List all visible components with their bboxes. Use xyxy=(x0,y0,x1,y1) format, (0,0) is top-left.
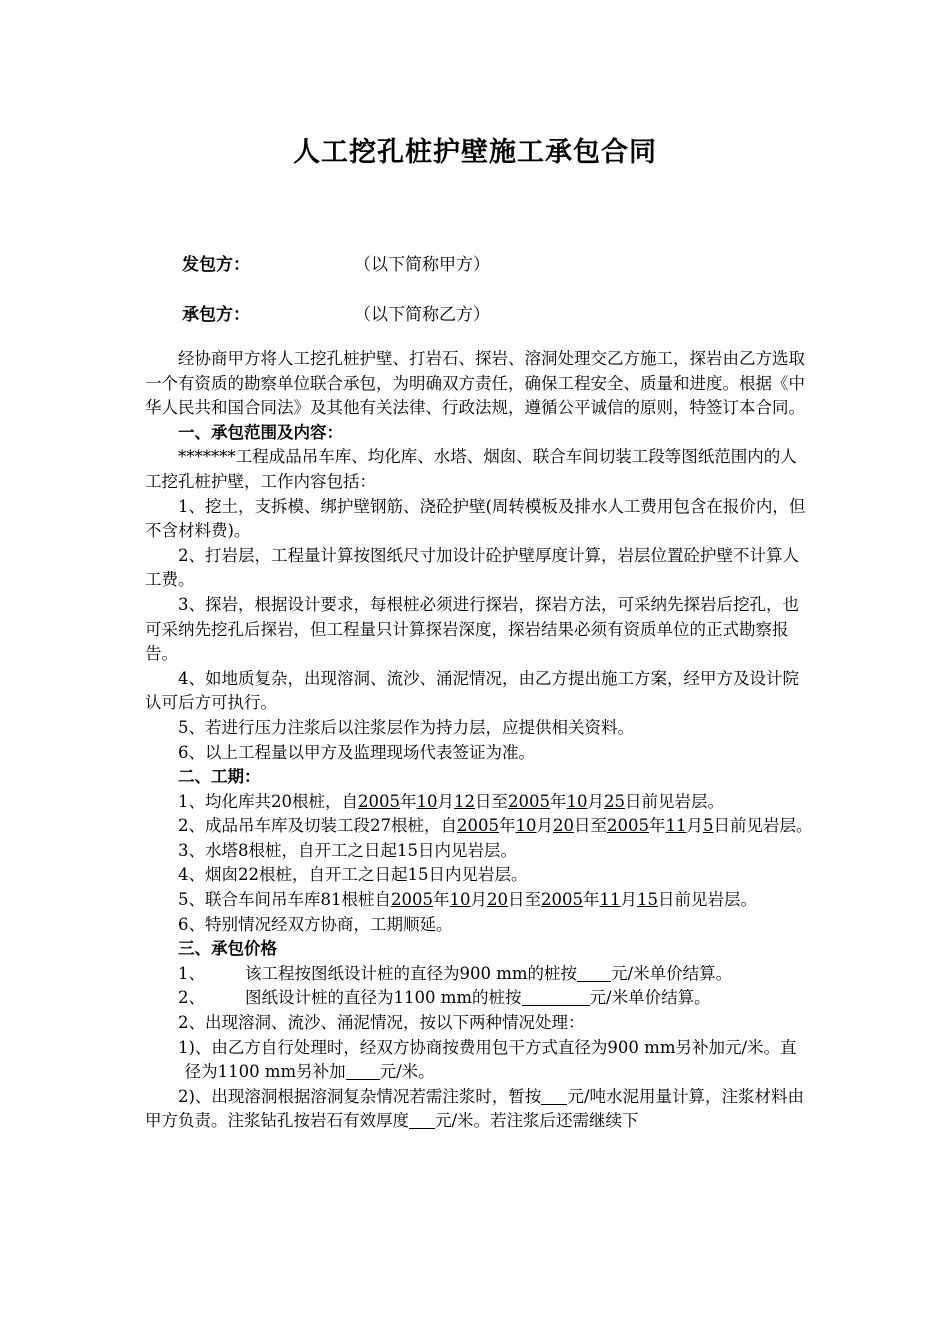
price-line-3: 2、出现溶洞、流沙、涌泥情况，按以下两种情况处理： xyxy=(178,1013,585,1033)
employer-note: （以下简称甲方） xyxy=(354,255,490,275)
section3-heading: 三、承包价格 xyxy=(178,939,277,959)
date-year: 2005 xyxy=(457,816,499,836)
date-year: 2005 xyxy=(358,791,400,811)
section1-item: 5、若进行压力注浆后以注浆层作为持力层，应提供相关资料。 xyxy=(178,717,634,737)
price-blank xyxy=(541,1087,567,1105)
date-day: 20 xyxy=(553,816,574,836)
schedule-line-1: 1、均化库共20根桩，自2005年10月12日至2005年10月25日前见岩层。 xyxy=(178,791,724,811)
employer-label: 发包方： xyxy=(182,255,250,275)
date-month: 10 xyxy=(515,816,537,836)
contract-body xyxy=(145,347,813,1134)
date-year: 2005 xyxy=(391,890,433,910)
price-blank xyxy=(577,964,611,982)
price-blank xyxy=(346,1062,380,1080)
date-day: 12 xyxy=(454,791,475,811)
date-year: 2005 xyxy=(541,890,583,910)
date-month: 10 xyxy=(566,791,588,811)
section1-heading: 一、承包范围及内容： xyxy=(178,422,343,442)
section2-heading: 二、工期： xyxy=(178,767,261,787)
date-year: 2005 xyxy=(607,816,649,836)
date-month: 10 xyxy=(449,890,471,910)
employer-line xyxy=(182,250,490,275)
schedule-line-2: 2、成品吊车库及切装工段27根桩，自2005年10月20日至2005年11月5日前见岩层。 xyxy=(178,816,813,836)
contractor-label: 承包方： xyxy=(182,305,250,325)
contractor-note: （以下简称乙方） xyxy=(354,305,490,325)
date-day: 25 xyxy=(604,791,625,811)
document-title: 人工挖孔桩护壁施工承包合同 xyxy=(293,137,657,168)
date-day: 15 xyxy=(637,890,658,910)
price-line-5: 2)、出现溶洞根据溶洞复杂情况若需注浆时，暂按 元/吨水泥用量计算，注浆材料由甲方负责。注浆钻孔按岩石有效厚度 元/米。若注浆后还需继续下 xyxy=(145,1086,804,1131)
section1-item: 4、如地质复杂，出现溶洞、流沙、涌泥情况，由乙方提出施工方案，经甲方及设计院认可后方可执行。 xyxy=(145,668,799,713)
schedule-line-4: 4、烟囱22根桩，自开工之日起15日内见岩层。 xyxy=(178,865,528,885)
date-month: 10 xyxy=(416,791,438,811)
contractor-line xyxy=(182,300,490,325)
schedule-line-6: 6、特别情况经双方协商，工期顺延。 xyxy=(178,914,453,934)
date-day: 5 xyxy=(703,816,714,836)
schedule-line-3: 3、水塔8根桩，自开工之日起15日内见岩层。 xyxy=(178,840,517,860)
section1-item: 6、以上工程量以甲方及监理现场代表签证为准。 xyxy=(178,742,535,762)
date-year: 2005 xyxy=(508,791,550,811)
section1-item: 2、打岩层，工程量计算按图纸尺寸加设计砼护壁厚度计算，岩层位置砼护壁不计算人工费。 xyxy=(145,545,799,590)
price-line-4: 1)、由乙方自行处理时，经双方协商按费用包干方式直径为900 mm另补加元/米。直径为1100 mm另补加 元/米。 xyxy=(178,1037,797,1082)
section1-item: 3、探岩，根据设计要求，每根桩必须进行探岩，探岩方法，可采纳先探岩后挖孔，也可采纳先挖孔后探岩，但工程量只计算探岩深度，探岩结果必须有资质单位的正式勘察报告。 xyxy=(145,594,799,664)
price-line-1: 1、 该工程按图纸设计桩的直径为900 mm的桩按 元/米单价结算。 xyxy=(178,963,733,983)
date-day: 20 xyxy=(487,890,508,910)
date-month: 11 xyxy=(665,816,687,836)
date-month: 11 xyxy=(599,890,621,910)
price-line-2: 2、 图纸设计桩的直径为1100 mm的桩按 元/米单价结算。 xyxy=(178,988,711,1008)
section1-item: 1、挖土，支拆模、绑护壁钢筋、浇砼护壁(周转模板及排水人工费用包含在报价内，但不含材料费)。 xyxy=(145,496,806,541)
price-blank xyxy=(522,988,590,1006)
price-blank xyxy=(409,1111,435,1129)
section1-lead: *******工程成品吊车库、均化库、水塔、烟囱、联合车间切装工段等图纸范围内的人工挖孔桩护壁，工作内容包括： xyxy=(145,447,797,491)
intro-paragraph: 经协商甲方将人工挖孔桩护壁、打岩石、探岩、溶洞处理交乙方施工，探岩由乙方选取一个有资质的勘察单位联合承包，为明确双方责任，确保工程安全、质量和进度。根据《中华人民共和国合同法》及其他有关法律、行政法规，遵循公平诚信的原则，特签订本合同。 xyxy=(145,349,805,418)
schedule-line-5: 5、联合车间吊车库81根桩自2005年10月20日至2005年11月15日前见岩层。 xyxy=(178,890,757,910)
